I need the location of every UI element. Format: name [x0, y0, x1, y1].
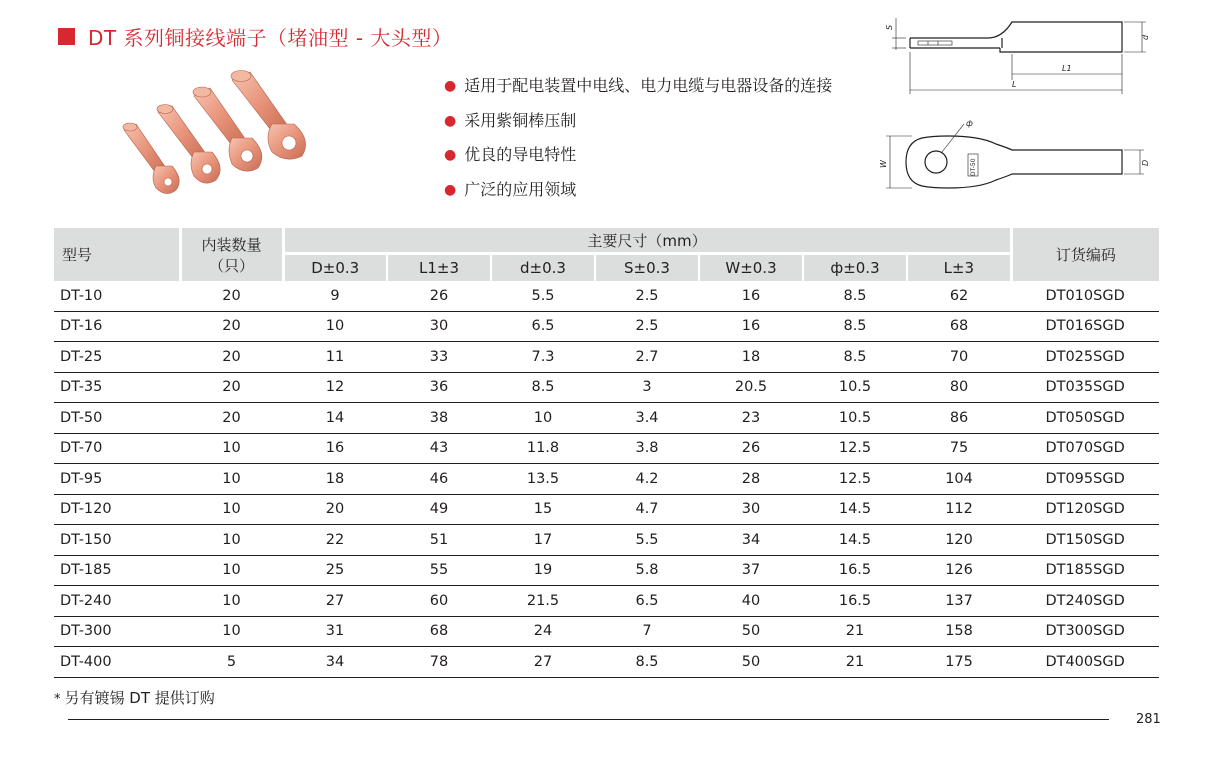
dim-d-label: d: [1141, 34, 1150, 40]
cell-W: 23: [699, 403, 803, 434]
cell-W: 18: [699, 342, 803, 373]
cell-qty: 20: [180, 281, 283, 311]
cell-phi: 8.5: [803, 342, 907, 373]
cell-model: DT-70: [54, 433, 180, 464]
bullet-icon: ●: [444, 112, 457, 129]
table-row: [54, 555, 1159, 586]
cell-L: 137: [907, 586, 1011, 617]
cell-W: 50: [699, 647, 803, 678]
stamp-label: DT-50: [970, 158, 977, 176]
cell-qty: 10: [180, 433, 283, 464]
cell-L: 120: [907, 525, 1011, 556]
cell-d: 15: [491, 494, 595, 525]
cell-qty: 10: [180, 555, 283, 586]
cell-L1: 51: [387, 525, 491, 556]
cell-L1: 43: [387, 433, 491, 464]
cell-D: 10: [283, 311, 387, 342]
cell-L: 68: [907, 311, 1011, 342]
cell-phi: 8.5: [803, 311, 907, 342]
cell-qty: 10: [180, 464, 283, 495]
cell-order-code: DT095SGD: [1011, 464, 1159, 495]
cell-qty: 20: [180, 372, 283, 403]
cell-qty: 10: [180, 525, 283, 556]
cell-W: 37: [699, 555, 803, 586]
cell-order-code: DT400SGD: [1011, 647, 1159, 678]
col-header-L1: L1±3: [387, 254, 491, 282]
cell-model: DT-50: [54, 403, 180, 434]
cell-model: DT-185: [54, 555, 180, 586]
footnote: * 另有镀锡 DT 提供订购: [54, 689, 215, 707]
cell-W: 26: [699, 433, 803, 464]
cell-W: 50: [699, 616, 803, 647]
cell-S: 6.5: [595, 586, 699, 617]
cell-D: 12: [283, 372, 387, 403]
feature-list: [444, 76, 832, 214]
cell-L: 70: [907, 342, 1011, 373]
cell-phi: 8.5: [803, 281, 907, 311]
section-title: [58, 22, 452, 51]
cell-order-code: DT120SGD: [1011, 494, 1159, 525]
col-header-L: L±3: [907, 254, 1011, 282]
cell-model: DT-240: [54, 586, 180, 617]
table-row: [54, 464, 1159, 495]
lug-1: [123, 123, 179, 194]
cell-W: 20.5: [699, 372, 803, 403]
cell-order-code: DT016SGD: [1011, 311, 1159, 342]
cell-L: 75: [907, 433, 1011, 464]
cell-L1: 55: [387, 555, 491, 586]
bullet-icon: ●: [444, 181, 457, 198]
cell-d: 13.5: [491, 464, 595, 495]
cell-L1: 46: [387, 464, 491, 495]
cell-qty: 20: [180, 403, 283, 434]
asterisk-icon: *: [54, 692, 61, 707]
cell-phi: 12.5: [803, 433, 907, 464]
cell-d: 24: [491, 616, 595, 647]
side-view-diagram: [872, 14, 1152, 96]
spec-table: [54, 228, 1159, 678]
dim-s-label: S: [885, 24, 894, 30]
cell-phi: 14.5: [803, 494, 907, 525]
cell-model: DT-300: [54, 616, 180, 647]
cell-L: 62: [907, 281, 1011, 311]
cell-L: 86: [907, 403, 1011, 434]
table-row: [54, 403, 1159, 434]
cell-S: 8.5: [595, 647, 699, 678]
dim-l1-label: L1: [1062, 64, 1072, 73]
col-header-S: S±0.3: [595, 254, 699, 282]
table-row: [54, 616, 1159, 647]
cell-d: 21.5: [491, 586, 595, 617]
cell-phi: 14.5: [803, 525, 907, 556]
cell-d: 10: [491, 403, 595, 434]
cell-qty: 10: [180, 586, 283, 617]
cell-qty: 20: [180, 311, 283, 342]
cell-L1: 78: [387, 647, 491, 678]
cell-phi: 21: [803, 647, 907, 678]
dim-phi-label: ф: [966, 119, 973, 128]
top-view-diagram: [872, 118, 1152, 204]
cell-model: DT-150: [54, 525, 180, 556]
cell-order-code: DT025SGD: [1011, 342, 1159, 373]
cell-L1: 68: [387, 616, 491, 647]
cell-d: 19: [491, 555, 595, 586]
table-row: [54, 281, 1159, 311]
cell-order-code: DT185SGD: [1011, 555, 1159, 586]
table-row: [54, 586, 1159, 617]
cell-D: 34: [283, 647, 387, 678]
cell-d: 7.3: [491, 342, 595, 373]
bullet-icon: ●: [444, 78, 457, 94]
cell-phi: 10.5: [803, 403, 907, 434]
cell-S: 5.5: [595, 525, 699, 556]
cell-L: 126: [907, 555, 1011, 586]
cell-D: 14: [283, 403, 387, 434]
cell-d: 5.5: [491, 281, 595, 311]
dim-w-label: W: [879, 160, 888, 168]
table-row: [54, 647, 1159, 678]
cell-d: 8.5: [491, 372, 595, 403]
bullet-icon: ●: [444, 147, 457, 163]
col-header-W: W±0.3: [699, 254, 803, 282]
cell-L: 104: [907, 464, 1011, 495]
cell-phi: 12.5: [803, 464, 907, 495]
cell-L: 112: [907, 494, 1011, 525]
cell-L1: 38: [387, 403, 491, 434]
feature-item: ● 优良的导电特性: [444, 145, 577, 164]
cell-W: 34: [699, 525, 803, 556]
table-row: [54, 433, 1159, 464]
cell-qty: 20: [180, 342, 283, 373]
dims-group-header: 主要尺寸（mm）: [283, 228, 1011, 254]
cell-order-code: DT070SGD: [1011, 433, 1159, 464]
cell-S: 5.8: [595, 555, 699, 586]
cell-model: DT-95: [54, 464, 180, 495]
cell-L1: 36: [387, 372, 491, 403]
cell-qty: 10: [180, 494, 283, 525]
table-row: [54, 525, 1159, 556]
cell-order-code: DT050SGD: [1011, 403, 1159, 434]
table-row: [54, 342, 1159, 373]
cell-S: 3: [595, 372, 699, 403]
title-marker: [58, 28, 75, 45]
cell-model: DT-400: [54, 647, 180, 678]
cell-d: 17: [491, 525, 595, 556]
dim-l-label: L: [1012, 80, 1017, 89]
cell-model: DT-16: [54, 311, 180, 342]
cell-W: 16: [699, 281, 803, 311]
cell-d: 6.5: [491, 311, 595, 342]
cell-phi: 10.5: [803, 372, 907, 403]
table-row: [54, 372, 1159, 403]
col-header-D: D±0.3: [283, 254, 387, 282]
cell-D: 9: [283, 281, 387, 311]
feature-item: ● 适用于配电装置中电线、电力电缆与电器设备的连接: [444, 76, 833, 95]
cell-S: 4.7: [595, 494, 699, 525]
title-text: DT 系列铜接线端子（堵油型 - 大头型）: [88, 26, 453, 50]
page-number: 281: [1136, 712, 1161, 727]
cell-d: 27: [491, 647, 595, 678]
cell-D: 22: [283, 525, 387, 556]
cell-phi: 21: [803, 616, 907, 647]
qty-header: 内装数量 （只）: [180, 228, 283, 281]
cell-order-code: DT300SGD: [1011, 616, 1159, 647]
cell-L1: 49: [387, 494, 491, 525]
cell-W: 40: [699, 586, 803, 617]
cell-D: 31: [283, 616, 387, 647]
cell-L1: 60: [387, 586, 491, 617]
cell-S: 2.7: [595, 342, 699, 373]
table-row: [54, 494, 1159, 525]
cell-L: 175: [907, 647, 1011, 678]
cell-D: 20: [283, 494, 387, 525]
cell-order-code: DT240SGD: [1011, 586, 1159, 617]
footer-rule: [68, 719, 1109, 720]
cell-W: 16: [699, 311, 803, 342]
cell-order-code: DT010SGD: [1011, 281, 1159, 311]
dim-D-label: D: [1141, 159, 1150, 166]
cell-D: 11: [283, 342, 387, 373]
table-row: [54, 311, 1159, 342]
cell-L: 80: [907, 372, 1011, 403]
cell-model: DT-25: [54, 342, 180, 373]
col-header-d: d±0.3: [491, 254, 595, 282]
model-header: 型号: [54, 228, 180, 281]
cell-L1: 26: [387, 281, 491, 311]
cell-phi: 16.5: [803, 586, 907, 617]
cell-W: 30: [699, 494, 803, 525]
cell-L1: 30: [387, 311, 491, 342]
cell-S: 3.8: [595, 433, 699, 464]
cell-W: 28: [699, 464, 803, 495]
cell-S: 2.5: [595, 311, 699, 342]
feature-item: ● 广泛的应用领域: [444, 179, 577, 199]
cell-model: DT-120: [54, 494, 180, 525]
feature-item: ● 采用紫铜棒压制: [444, 110, 577, 130]
cell-L1: 33: [387, 342, 491, 373]
cell-order-code: DT035SGD: [1011, 372, 1159, 403]
cell-D: 25: [283, 555, 387, 586]
cell-D: 27: [283, 586, 387, 617]
cell-D: 16: [283, 433, 387, 464]
cell-d: 11.8: [491, 433, 595, 464]
cell-D: 18: [283, 464, 387, 495]
cell-order-code: DT150SGD: [1011, 525, 1159, 556]
order-code-header: 订货编码: [1011, 228, 1159, 281]
cell-model: DT-35: [54, 372, 180, 403]
cell-phi: 16.5: [803, 555, 907, 586]
cell-S: 2.5: [595, 281, 699, 311]
cell-qty: 5: [180, 647, 283, 678]
product-photo: [118, 68, 348, 198]
cell-L: 158: [907, 616, 1011, 647]
cell-model: DT-10: [54, 281, 180, 311]
cell-S: 4.2: [595, 464, 699, 495]
cell-qty: 10: [180, 616, 283, 647]
cell-S: 7: [595, 616, 699, 647]
cell-S: 3.4: [595, 403, 699, 434]
col-header-phi: ф±0.3: [803, 254, 907, 282]
